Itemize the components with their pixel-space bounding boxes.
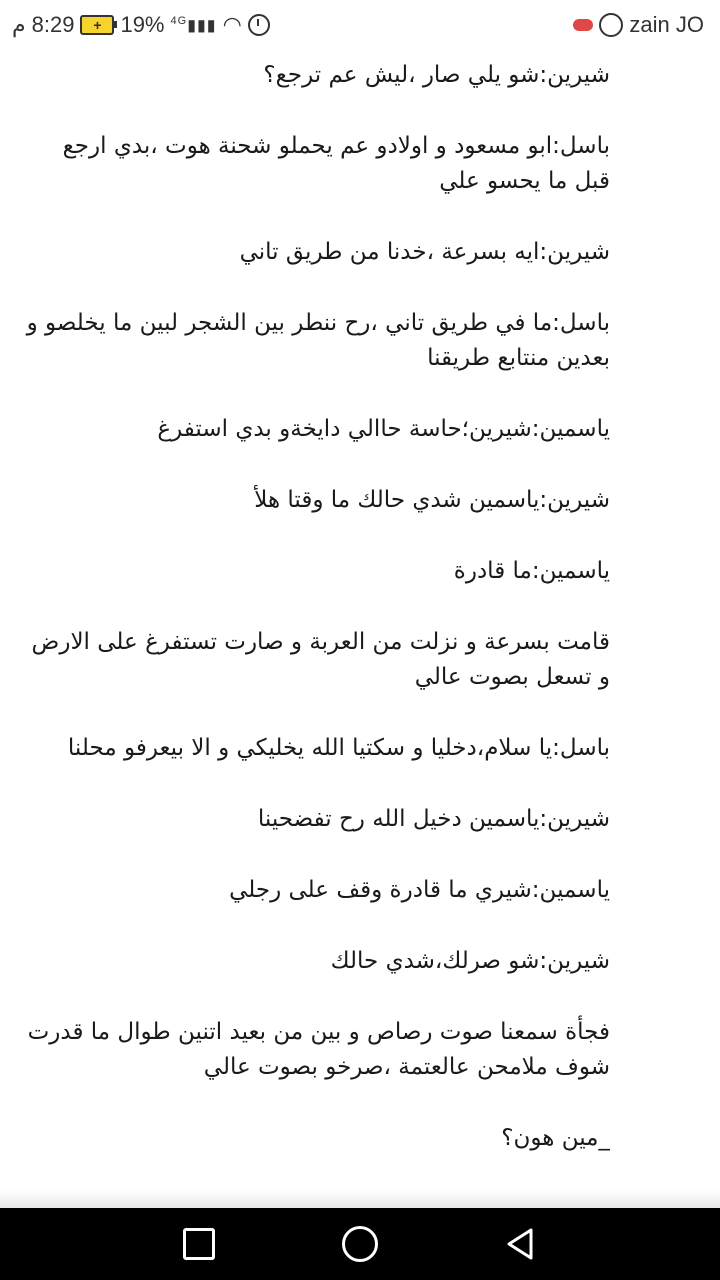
- paragraph: قامت بسرعة و نزلت من العربة و صارت تستفرغ على الارض و تسعل بصوت عالي: [31, 629, 610, 690]
- navigation-bar: [0, 1208, 720, 1280]
- status-left: [12, 0, 270, 50]
- paragraph: شيرين:ياسمين شدي حالك ما وقتا هلأ: [254, 487, 610, 513]
- battery-icon: +: [80, 15, 114, 35]
- story-text: [20, 58, 610, 1198]
- network-type: 4G: [170, 14, 188, 27]
- home-icon[interactable]: [342, 1226, 378, 1262]
- notification-icon: [573, 19, 593, 31]
- clock-time: 8:29: [31, 12, 75, 37]
- paragraph: فجأة سمعنا صوت رصاص و بين من بعيد اتنين طوال ما قدرت شوف ملامحن عالعتمة ،صرخو بصوت عالي: [27, 1019, 610, 1080]
- paragraph: ياسمين:ما قادرة: [453, 558, 610, 584]
- carrier-name: zain JO: [629, 12, 704, 37]
- status-bar: [0, 0, 720, 50]
- battery-percent: 19%: [120, 12, 165, 37]
- paragraph: شيرين:شو يلي صار ،ليش عم ترجع؟: [263, 62, 610, 88]
- paragraph: شيرين:ياسمين دخيل الله رح تفضحينا: [257, 806, 610, 832]
- paragraph: شيرين:ايه بسرعة ،خدنا من طريق تاني: [239, 239, 610, 265]
- wifi-icon: ◠: [222, 12, 242, 37]
- whatsapp-icon: [599, 13, 623, 37]
- paragraph: باسل:ما في طريق تاني ،رح ننطر بين الشجر لبين ما يخلصو و بعدين منتابع طريقنا: [26, 310, 610, 371]
- paragraph: ياسمين:شيري ما قادرة وقف على رجلي: [229, 877, 610, 903]
- status-right: [573, 0, 704, 50]
- paragraph: باسل:ابو مسعود و اولادو عم يحملو شحنة هوت ،بدي ارجع قبل ما يحسو علي: [62, 133, 610, 194]
- scroll-edge-shadow: [0, 1190, 720, 1208]
- paragraph: _مين هون؟: [501, 1125, 610, 1151]
- paragraph: شيرين:شو صرلك،شدي حالك: [330, 948, 610, 974]
- paragraph: باسل:يا سلام،دخليا و سكتيا الله يخليكي و الا بيعرفو محلنا: [67, 735, 610, 761]
- alarm-icon: [248, 14, 270, 36]
- recent-apps-icon[interactable]: [183, 1228, 215, 1260]
- paragraph: ياسمين:شيرين؛حاسة حاالي دايخةو بدي استفرغ: [157, 416, 610, 442]
- am-pm-label: م: [12, 12, 26, 37]
- signal-icon: $^{4G}$▮▮▮: [170, 14, 217, 35]
- back-icon[interactable]: [503, 1226, 539, 1262]
